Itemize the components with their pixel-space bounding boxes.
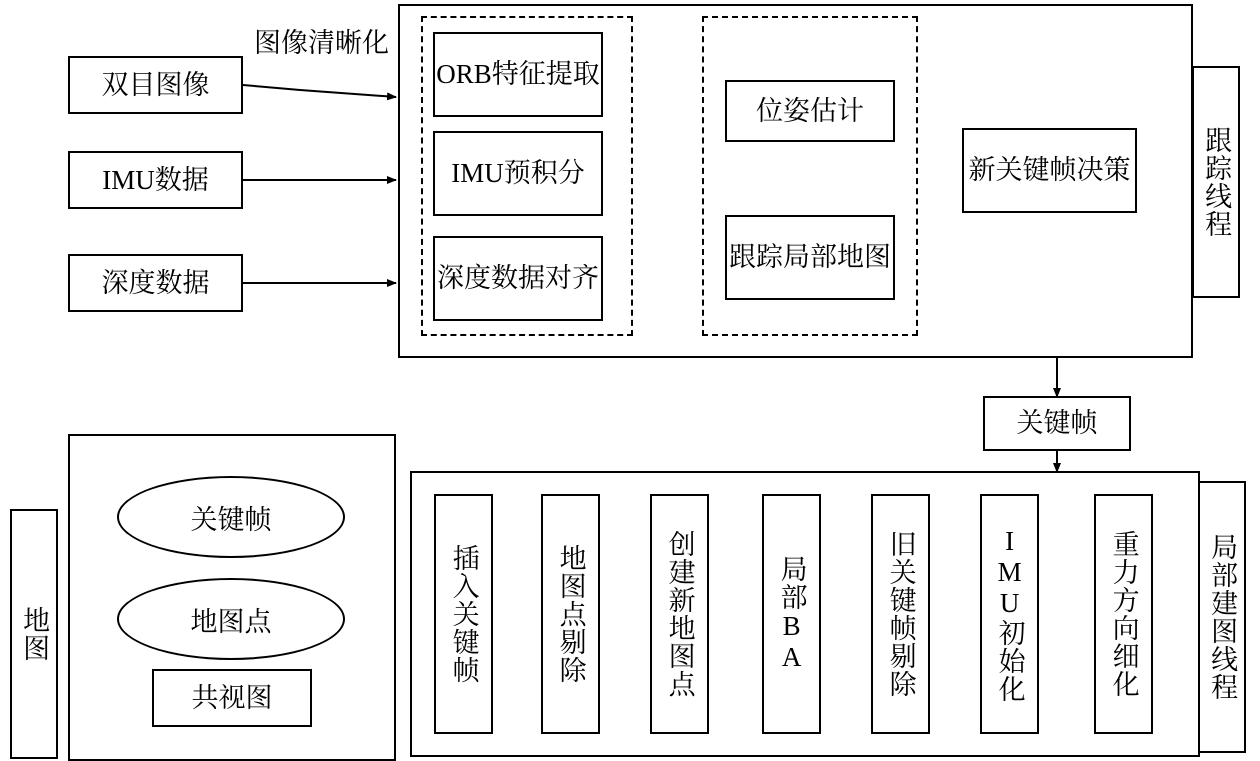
local-mapping-step-create-new-map-points bbox=[650, 494, 709, 734]
keyframe-node-label: 关键帧 bbox=[1016, 408, 1098, 439]
tracking-thread-side-label bbox=[1192, 66, 1240, 298]
input-label: 深度数据 bbox=[101, 267, 210, 298]
local-mapping-thread-side-label bbox=[1198, 481, 1246, 753]
input-box-stereo-image bbox=[68, 56, 243, 114]
side-label-text: 地图 bbox=[19, 606, 50, 662]
step-imu-preintegration bbox=[433, 131, 603, 216]
input-label: IMU数据 bbox=[102, 164, 209, 195]
step-pose-estimation bbox=[725, 80, 895, 142]
step-label: 重力方向细化 bbox=[1108, 530, 1139, 698]
step-label: 新关键帧决策 bbox=[968, 155, 1131, 186]
step-label: 深度数据对齐 bbox=[437, 263, 599, 294]
map-item-label: 地图点 bbox=[190, 606, 272, 637]
input-box-imu-data bbox=[68, 151, 243, 209]
side-label-text: 跟踪线程 bbox=[1201, 126, 1232, 238]
map-item-label: 共视图 bbox=[191, 682, 273, 713]
map-item-map-points bbox=[117, 578, 345, 660]
step-track-local-map bbox=[725, 215, 895, 300]
step-label: 地图点剔除 bbox=[555, 544, 586, 684]
step-label: 局部BA bbox=[776, 555, 807, 673]
map-item-covisibility-graph bbox=[152, 669, 312, 727]
step-depth-data-alignment bbox=[433, 236, 603, 321]
step-orb-feature-extraction bbox=[433, 32, 603, 117]
input-box-depth-data bbox=[68, 254, 243, 312]
step-label: IMU预积分 bbox=[451, 158, 585, 189]
step-label: 创建新地图点 bbox=[664, 530, 695, 698]
local-mapping-step-local-ba bbox=[762, 494, 821, 734]
step-new-keyframe-decision bbox=[962, 128, 1137, 213]
step-label: 插入关键帧 bbox=[448, 544, 479, 684]
step-label: 位姿估计 bbox=[756, 95, 864, 126]
local-mapping-step-insert-keyframe bbox=[434, 494, 493, 734]
local-mapping-step-map-point-culling bbox=[541, 494, 600, 734]
map-item-label: 关键帧 bbox=[190, 504, 272, 535]
side-label-text: 局部建图线程 bbox=[1207, 533, 1238, 701]
step-label: IMU初始化 bbox=[994, 525, 1025, 703]
edge-label-text: 图像清晰化 bbox=[254, 27, 389, 58]
edge-label-image-enhance bbox=[254, 3, 389, 83]
local-mapping-step-gravity-refinement bbox=[1094, 494, 1153, 734]
input-label: 双目图像 bbox=[101, 69, 210, 100]
step-label: 跟踪局部地图 bbox=[729, 242, 891, 273]
map-side-label bbox=[10, 509, 58, 759]
local-mapping-step-imu-initialization bbox=[980, 494, 1039, 734]
step-label: ORB特征提取 bbox=[436, 59, 600, 90]
step-label: 旧关键帧剔除 bbox=[885, 530, 916, 698]
local-mapping-step-old-keyframe-culling bbox=[871, 494, 930, 734]
map-item-keyframes bbox=[117, 476, 345, 558]
keyframe-node bbox=[983, 396, 1131, 451]
